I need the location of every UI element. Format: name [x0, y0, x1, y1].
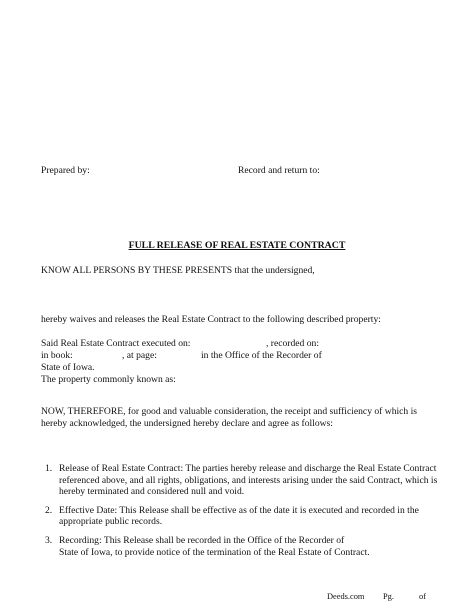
now-therefore-paragraph — [41, 406, 441, 429]
record-return-label: Record and return to: — [238, 165, 320, 176]
commonly-known-label: The property commonly known as: — [41, 374, 176, 385]
item-line: State of Iowa, to provide notice of the termination of the Real Estate of Contract. — [59, 546, 370, 558]
item-number: 3. — [45, 534, 53, 546]
footer-page-label: Pg. — [383, 592, 394, 601]
recorder-office-label: in the Office of the Recorder of — [201, 350, 322, 361]
list-item — [41, 463, 441, 498]
item-number: 1. — [45, 463, 53, 474]
item-line: hereby terminated and considered null and void. — [59, 486, 245, 498]
agreement-list — [41, 463, 441, 563]
now-therefore-line: hereby acknowledged, the undersigned hereby declare and agree as follows: — [41, 417, 333, 429]
executed-on-label: Said Real Estate Contract executed on: — [41, 338, 191, 349]
at-page-label: , at page: — [122, 350, 157, 361]
in-book-label: in book: — [41, 350, 73, 361]
item-line: referenced above, and all rights, obligations, and interests arising under the said Contract, which is — [59, 474, 438, 486]
now-therefore-line: NOW, THEREFORE, for good and valuable consideration, the receipt and sufficiency of which is — [41, 406, 418, 417]
list-item — [41, 535, 441, 558]
item-number: 2. — [45, 504, 53, 516]
state-label: State of Iowa. — [41, 362, 95, 373]
list-item — [41, 505, 441, 528]
recorded-on-label: , recorded on: — [266, 338, 320, 349]
item-line: Effective Date: This Release shall be effective as of the date it is executed and recorded in the — [59, 504, 419, 516]
know-all-persons-text: KNOW ALL PERSONS BY THESE PRESENTS that the undersigned, — [41, 265, 315, 276]
item-line: appropriate public records. — [59, 516, 163, 528]
footer-site: Deeds.com — [327, 592, 365, 601]
prepared-by-label: Prepared by: — [41, 165, 90, 176]
footer-of-label: of — [419, 592, 426, 601]
waives-releases-text: hereby waives and releases the Real Estate Contract to the following described property: — [41, 314, 381, 325]
item-line: Release of Real Estate Contract: The parties hereby release and discharge the Real Estate Contract — [59, 463, 437, 474]
document-title: FULL RELEASE OF REAL ESTATE CONTRACT — [128, 240, 346, 251]
item-line: Recording: This Release shall be recorded in the Office of the Recorder of — [59, 534, 345, 546]
